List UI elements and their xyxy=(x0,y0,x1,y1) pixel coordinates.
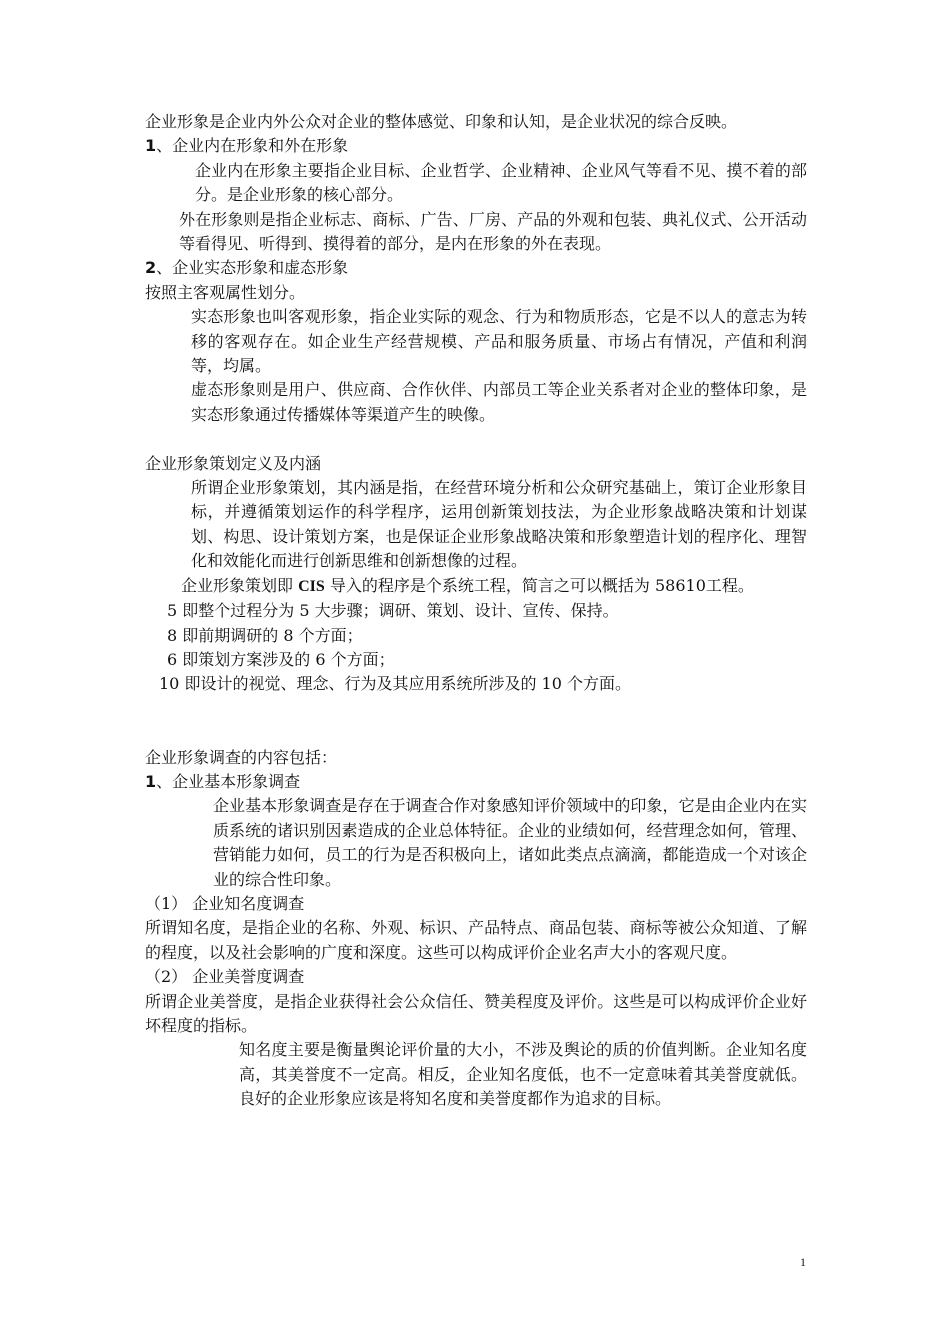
paragraph-planning-definition: 所谓企业形象策划，其内涵是指，在经营环境分析和公众研究基础上，策订企业形象目标，并遵循策划运作的科学程序，运用创新策划技法，为企业形象战略决策和计划谋划、构思、设计策划方案，也是保证企业形象战略决策和形象塑造计划的程序化、理智化和效能化而进行创新思维和创新想像的过程。 xyxy=(191,478,807,571)
list-item: 8 即前期调研的 8 个方面； xyxy=(167,625,363,645)
paragraph-virtual-image: 虚态形象则是用户、供应商、合作伙伴、内部员工等企业关系者对企业的整体印象，是实态形象通过传播媒体等渠道产生的映像。 xyxy=(191,380,807,424)
intro-paragraph: 企业形象是企业内外公众对企业的整体感觉、印象和认知，是企业状况的综合反映。 xyxy=(145,112,738,131)
heading-text: 、企业内在形象和外在形象 xyxy=(156,136,349,156)
list-item: 5 即整个过程分为 5 大步骤；调研、策划、设计、宣传、保持。 xyxy=(167,601,619,621)
paragraph-conclusion: 知名度主要是衡量舆论评价量的大小，不涉及舆论的质的价值判断。企业知名度高，其美誉度不一定高。相反，企业知名度低，也不一定意味着其美誉度就低。良好的企业形象应该是将知名度和美誉度都作为追求的目标。 xyxy=(239,1040,807,1109)
list-item: 10 即设计的视觉、理念、行为及其应用系统所涉及的 10 个方面。 xyxy=(159,674,631,694)
heading-number: 2 xyxy=(145,258,157,278)
section-title-planning: 企业形象策划定义及内涵 xyxy=(145,453,322,473)
heading-text: 、企业基本形象调查 xyxy=(156,771,301,791)
section-heading-basic-survey xyxy=(145,770,807,794)
paragraph-awareness: 所谓知名度，是指企业的名称、外观、标识、产品特点、商品包装、商标等被公众知道、了解的程度，以及社会影响的广度和深度。这些可以构成评价企业名声大小的客观尺度。 xyxy=(145,918,807,962)
page-number: 1 xyxy=(800,1255,806,1269)
section-heading-real-virtual xyxy=(145,256,807,280)
heading-text: 、企业实态形象和虚态形象 xyxy=(156,258,349,278)
paragraph-cis: 企业形象策划即 CIS 导入的程序是个系统工程，简言之可以概括为 58610工程。 xyxy=(181,575,754,595)
list-item: 6 即策划方案涉及的 6 个方面； xyxy=(167,649,395,669)
heading-number: 1 xyxy=(145,136,157,156)
paragraph-reputation: 所谓企业美誉度，是指企业获得社会公众信任、赞美程度及评价。这些是可以构成评价企业好坏程度的指标。 xyxy=(145,991,807,1035)
paragraph-real-image: 实态形象也叫客观形象，指企业实际的观念、行为和物质形态，它是不以人的意志为转移的客观存在。如企业生产经营规模、产品和服务质量、市场占有情况，产值和利润等，均属。 xyxy=(191,307,807,376)
subheading-awareness: （1） 企业知名度调查 xyxy=(145,893,305,913)
subheading-reputation: （2） 企业美誉度调查 xyxy=(145,967,305,987)
document-body xyxy=(145,110,807,1112)
section-heading-internal-external xyxy=(145,134,807,158)
paragraph-internal-image: 企业内在形象主要指企业目标、企业哲学、企业精神、企业风气等看不见、摸不着的部分。是企业形象的核心部分。 xyxy=(195,160,807,205)
section-title-survey: 企业形象调查的内容包括： xyxy=(145,747,338,767)
cis-term: CIS xyxy=(298,577,325,595)
paragraph-external-image: 外在形象则是指企业标志、商标、广告、厂房、产品的外观和包装、典礼仪式、公开活动等看得见、听得到、摸得着的部分，是内在形象的外在表现。 xyxy=(179,209,807,254)
cis-number: 58610 xyxy=(654,575,706,595)
paragraph-basic-survey: 企业基本形象调查是存在于调查合作对象感知评价领域中的印象，它是由企业内在实质系统的诸识别因素造成的企业总体特征。企业的业绩如何，经营理念如何，管理、营销能力如何，员工的行为是否积极向上，诸如此类点点滴滴，都能造成一个对该企业的综合性印象。 xyxy=(213,796,807,889)
heading-number: 1 xyxy=(145,771,157,791)
paragraph-classification: 按照主客观属性划分。 xyxy=(145,282,306,302)
